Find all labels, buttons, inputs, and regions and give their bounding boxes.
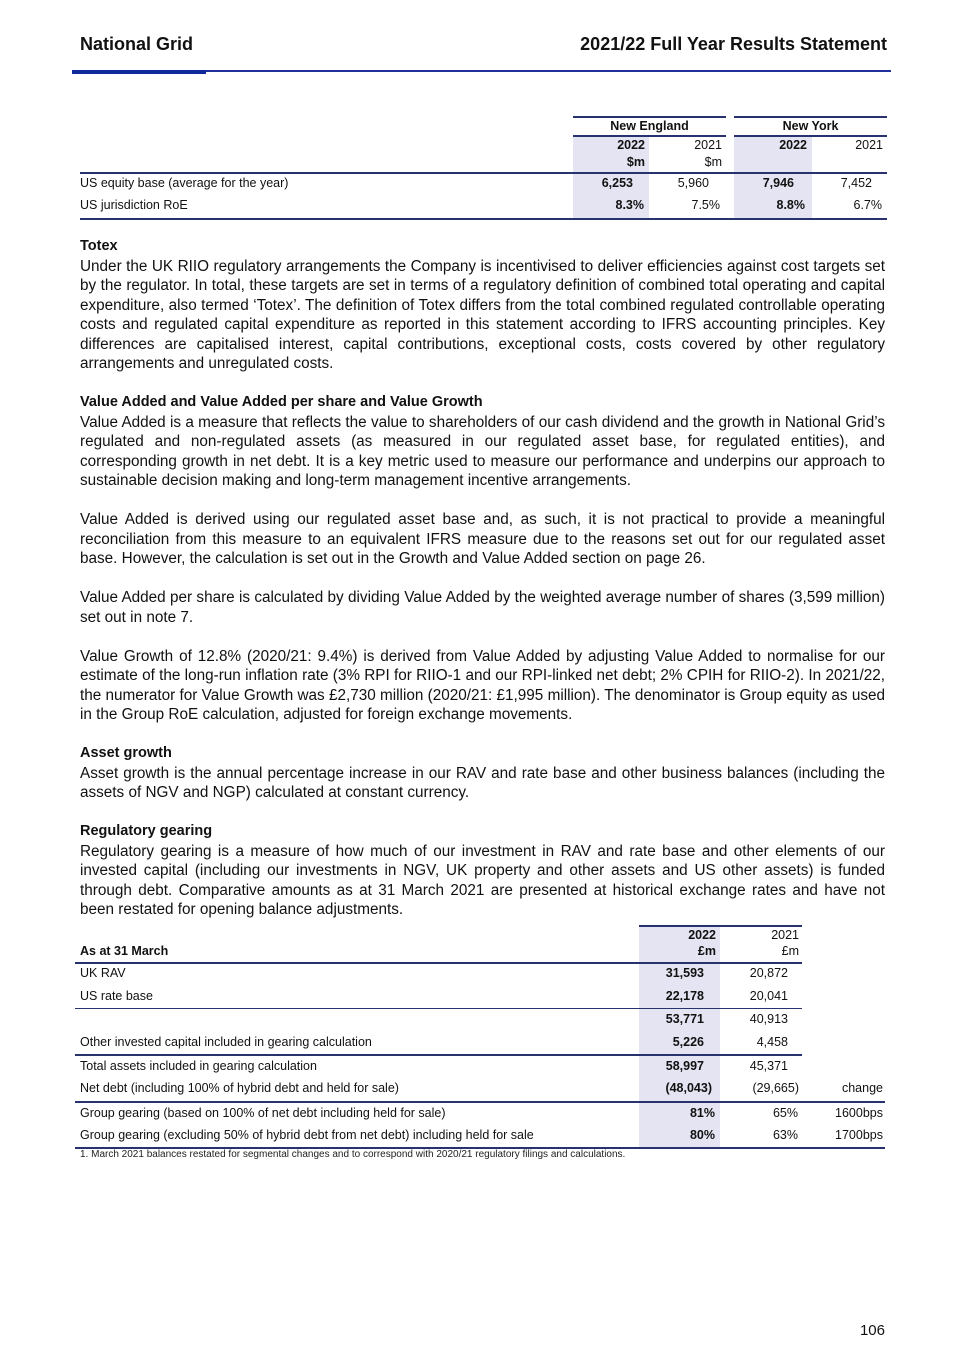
- cell-2021: 63%: [772, 1128, 798, 1142]
- row-label: US rate base: [80, 989, 153, 1003]
- row-label: Group gearing (based on 100% of net debt including held for sale): [80, 1106, 446, 1120]
- col-header-unit: $m: [626, 155, 645, 169]
- cell-2021: 20,872: [749, 966, 788, 980]
- change-header: change: [841, 1081, 883, 1095]
- group-new-england: New England: [610, 119, 689, 133]
- group-new-york: New York: [782, 119, 839, 133]
- paragraph: Value Added is a measure that reflects the value to shareholders of our cash dividend and the growth in National Grid’s regulated and non-regulated assets (as measured in our regulated asset base, for regulated entities), and corresponding growth in net debt. It is a key metric used to measure our performance and underpins our approach to sustainable decision making and long-term management incentive arrangements.: [80, 413, 885, 489]
- rule: [734, 135, 887, 137]
- table-header-label: As at 31 March: [80, 944, 169, 958]
- header-accent-bar: [72, 70, 206, 74]
- paragraph: Value Added is derived using our regulated asset base and, as such, it is not practical to provide a meaningful reconciliation from this measure to an equivalent IFRS measure due to the reasons set out for our regulated asset base. However, the calculation is set out in the Growth and Value Added section on page 26.: [80, 511, 885, 567]
- col-header-unit: £m: [781, 944, 799, 958]
- cell-value: 6.7%: [853, 198, 882, 212]
- document-title: 2021/22 Full Year Results Statement: [580, 34, 887, 54]
- cell-change: 1600bps: [835, 1106, 883, 1120]
- row-label: Other invested capital included in gearing calculation: [80, 1035, 372, 1049]
- cell-value: 8.3%: [615, 198, 644, 212]
- row-label: Net debt (including 100% of hybrid debt and held for sale): [80, 1081, 399, 1095]
- row-label: US jurisdiction RoE: [80, 198, 188, 212]
- rule: [573, 116, 726, 118]
- cell-2022: 58,997: [665, 1059, 704, 1073]
- row-label: Group gearing (excluding 50% of hybrid debt from net debt) including held for sale: [80, 1128, 534, 1142]
- paragraph: Value Added per share is calculated by dividing Value Added by the weighted average number of shares (3,599 million) set out in note 7.: [80, 589, 885, 626]
- cell-2021: (29,665): [752, 1081, 799, 1095]
- cell-value: 7.5%: [691, 198, 720, 212]
- rule: [75, 1101, 885, 1103]
- row-label: Total assets included in gearing calculation: [80, 1059, 317, 1073]
- cell-value: 6,253: [601, 176, 633, 190]
- cell-2021: 45,371: [749, 1059, 788, 1073]
- row-label: UK RAV: [80, 966, 126, 980]
- rule: [573, 135, 726, 137]
- cell-2021: 40,913: [749, 1012, 788, 1026]
- cell-value: 7,452: [840, 176, 872, 190]
- cell-2022: 22,178: [665, 989, 704, 1003]
- cell-change: 1700bps: [835, 1128, 883, 1142]
- cell-2021: 65%: [772, 1106, 798, 1120]
- cell-2022: 81%: [689, 1106, 715, 1120]
- paragraph: Under the UK RIIO regulatory arrangements the Company is incentivised to deliver efficiencies against cost targets set by the regulator. In total, these targets are set in terms of a regulatory definition of combined total operating and capital expenditure, also termed ‘Totex’. The definition of Totex differs from the total combined regulated controllable operating costs and regulated capital expenditure as reported in this statement according to IFRS accounting principles. Key differences are capitalised interest, capital contributions, exceptional costs, costs covered by other regulatory arrangements and unregulated costs.: [80, 257, 885, 372]
- cell-2021: 4,458: [756, 1035, 788, 1049]
- cell-2022: 31,593: [665, 966, 704, 980]
- rule: [639, 925, 802, 927]
- cell-2021: 20,041: [749, 989, 788, 1003]
- paragraph: Regulatory gearing is a measure of how much of our investment in RAV and rate base and other elements of our invested capital (including our investments in NGV, UK property and other assets and US other assets) is funded through debt. Comparative amounts as at 31 March 2021 are presented at historical exchange rates and have not been restated for opening balance adjustments.: [80, 842, 885, 918]
- cell-value: 8.8%: [776, 198, 805, 212]
- rule: [80, 218, 887, 220]
- cell-2022: 80%: [689, 1128, 715, 1142]
- section-heading-value-added: Value Added and Value Added per share and Value Growth: [80, 394, 483, 410]
- rule: [75, 1008, 802, 1009]
- paragraph: Asset growth is the annual percentage increase in our RAV and rate base and other business balances (including the assets of NGV and NGP) calculated at constant currency.: [80, 764, 885, 801]
- col-header-year: 2021: [771, 928, 799, 942]
- cell-value: 5,960: [677, 176, 709, 190]
- rule: [80, 172, 887, 174]
- rule: [734, 116, 887, 118]
- cell-2022: 5,226: [672, 1035, 704, 1049]
- body-text: [80, 237, 885, 920]
- rule: [75, 962, 802, 964]
- col-header-unit: £m: [697, 944, 716, 958]
- col-header-year: 2021: [694, 138, 722, 152]
- col-header-year: 2022: [688, 928, 716, 942]
- company-name: National Grid: [80, 34, 194, 54]
- col-header-year: 2021: [855, 138, 883, 152]
- col-header-year: 2022: [779, 138, 807, 152]
- col-header-unit: $m: [704, 155, 722, 169]
- section-heading-regulatory-gearing: Regulatory gearing: [80, 823, 213, 839]
- cell-value: 7,946: [762, 176, 794, 190]
- col-header-year: 2022: [617, 138, 645, 152]
- paragraph: Value Growth of 12.8% (2020/21: 9.4%) is derived from Value Added by adjusting Value Added to normalise for our estimate of the long-run inflation rate (3% RPI for RIIO-1 and our RPI-linked net debt; 2% CPIH for RIIO-2). In 2021/22, the numerator for Value Growth was £2,730 million (2020/21: £1,995 million). The denominator is Group equity as used in the Group RoE calculation, adjusted for foreign exchange movements.: [80, 647, 885, 723]
- cell-2022: (48,043): [665, 1081, 712, 1095]
- footnote: 1. March 2021 balances restated for segmental changes and to correspond with 2020/21 regulatory filings and calculations.: [80, 1149, 626, 1160]
- section-heading-totex: Totex: [80, 238, 118, 254]
- section-heading-asset-growth: Asset growth: [80, 745, 172, 761]
- rule: [75, 1054, 802, 1056]
- page-number: 106: [859, 1322, 885, 1339]
- cell-2022: 53,771: [665, 1012, 704, 1026]
- row-label: US equity base (average for the year): [80, 176, 289, 190]
